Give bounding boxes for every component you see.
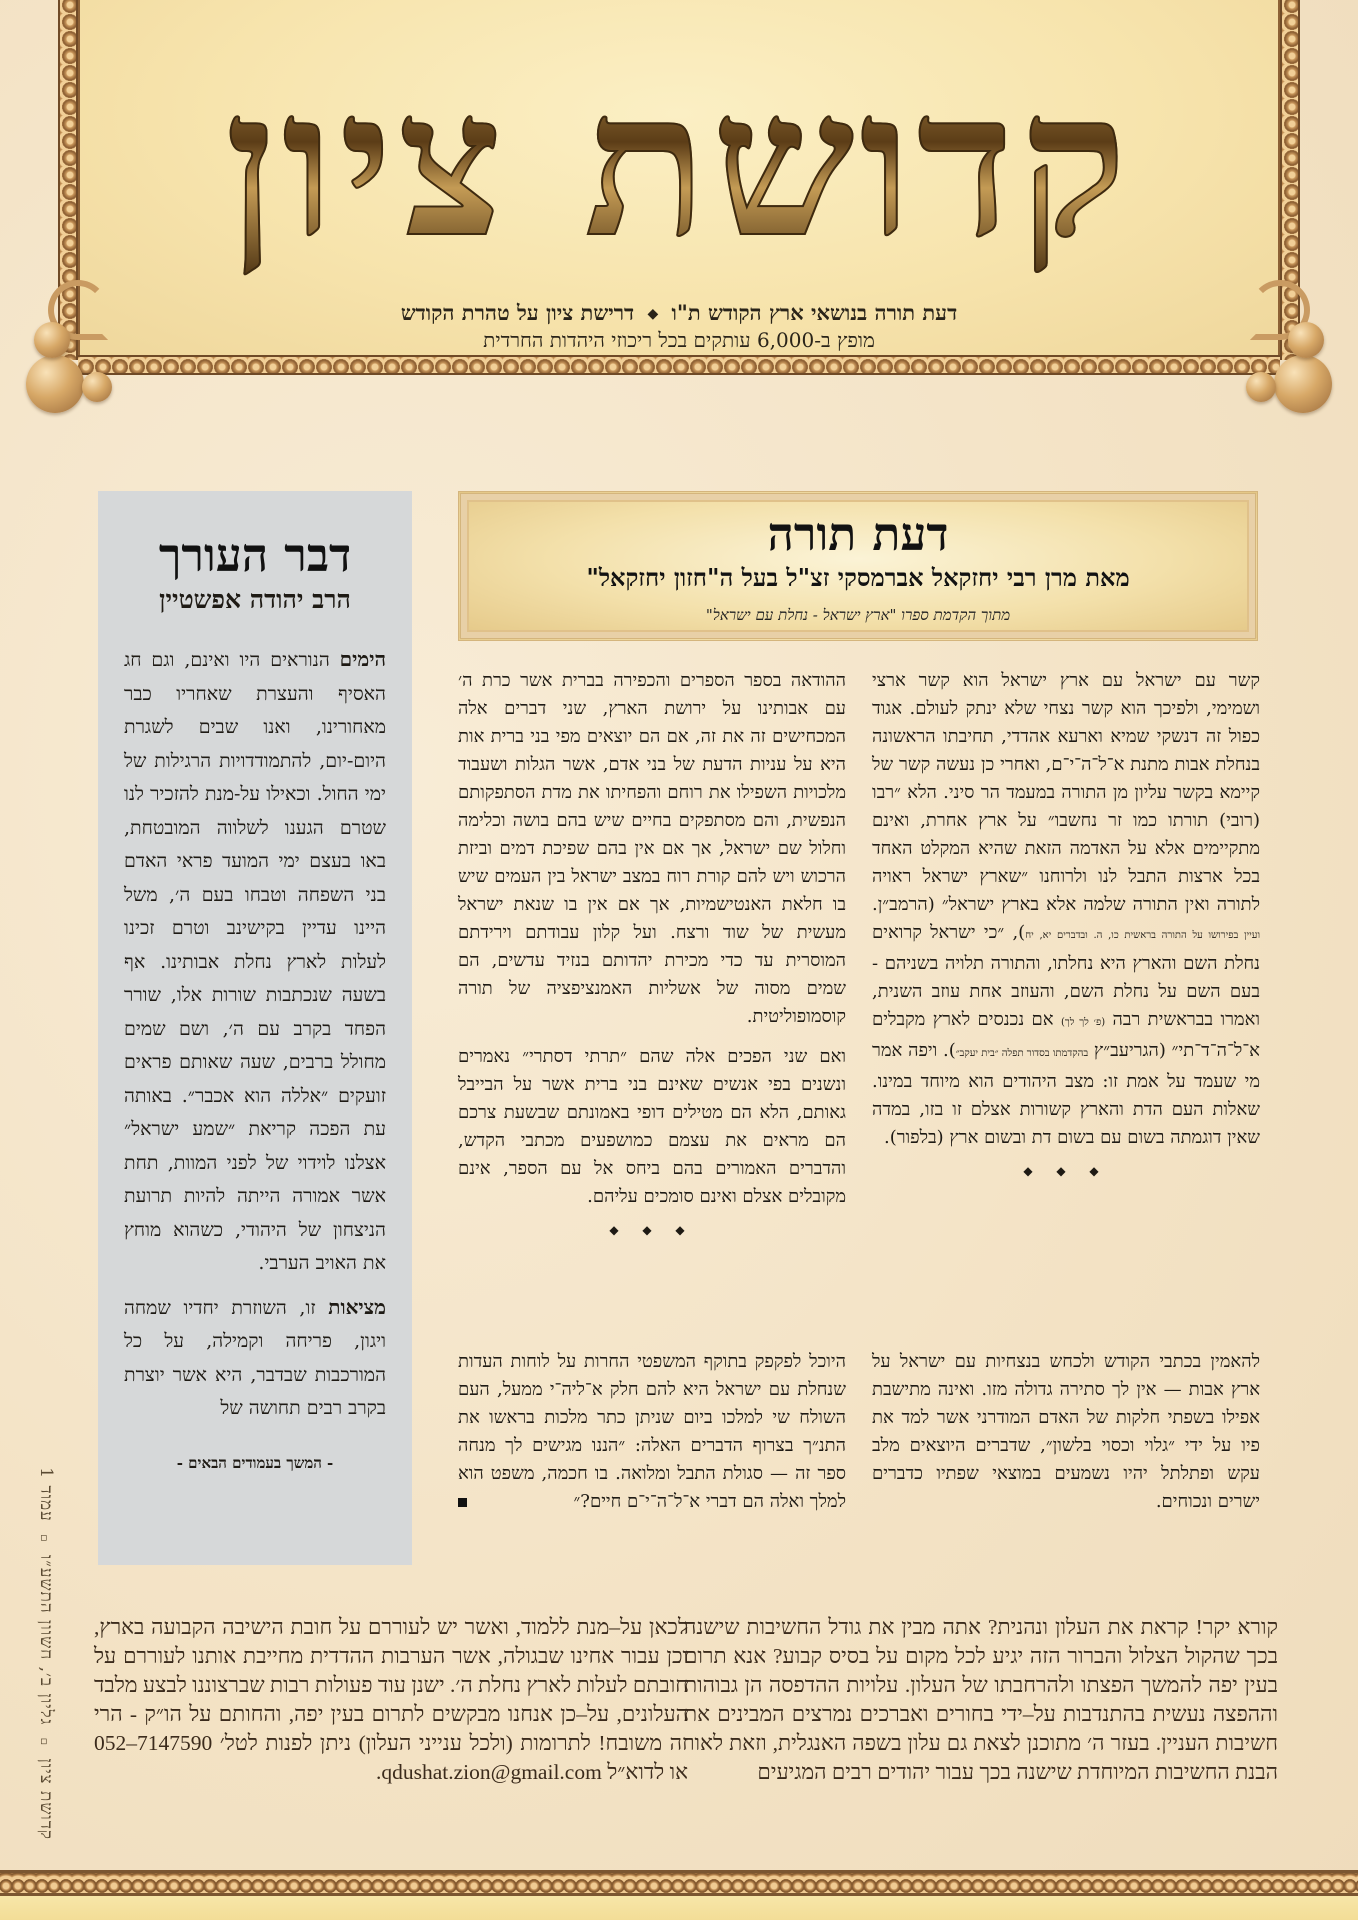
square-separator-icon: ▫: [38, 1534, 51, 1543]
footer-beaded-border: [0, 1870, 1358, 1896]
article-paragraph: ההודאה בספר הספרים והכפירה בברית אשר כרת ה׳ עם אבותינו על ירושת הארץ, שני דברים אלה המכחישים זה את זה, אם הם יוצאים מפי בני ברית אות היא על עניות הדעת של בני אדם, אשר הגלות ושעבוד מלכויות השפילו את רוחם והפחיתו את מדת הסתפקותם הנפשית, והם מסתפקים בחיים שיש בהם בושה וכלימה וחלול שם ישראל, אך אם אין בהם שפיכת דמים וביזת הרכוש ויש להם קורת רוח במצב ישראל בין העמים שיש בו חלאת האנטישמיות, אך אם אין בו שנאת ישראל מעשית של שוד ורצח. ועל קלון עבודתם וירידתם המוסרית עד כדי מכירת יהדותם בנזיד עדשים, הם שמים מסוה של אשליות האמנציפציה של תורה קוסמופוליטית.: [458, 670, 846, 1027]
editor-column-title: דבר העורך: [158, 528, 352, 582]
tagline-part-2: דרישת ציון על טהרת הקודש: [400, 300, 635, 325]
article-subtitle: מאת מרן רבי יחזקאל אברמסקי זצ"ל בעל ה"חזון יחזקאל": [586, 563, 1130, 592]
tagline-part-1: דעת תורה בנושאי ארץ הקודש ת"ו: [671, 300, 958, 325]
newsletter-title: קדושת ציון: [118, 50, 1240, 280]
article-paragraph: ואם שני הפכים אלה שהם ״תרתי דסתרי״ נאמרים ונשנים בפי אנשים שאינם בני ברית אשר על הבייבל גאותם, הלא הם מטילים דופי באמונתם שבשעת צרכם הם מראים את עצמם כמושפעים מכתבי הקדש, והדברים האמורים בהם ביחס אל עם הספר, אינם מקובלים אצלם ואינם סומכים עליהם.: [458, 1046, 846, 1207]
article-column-4: [458, 1348, 846, 1528]
article-column-3: [872, 1348, 1260, 1528]
citation: ועיין בפירושו על התורה בראשית כו, ה. ובדברים יא, יח: [1025, 930, 1260, 941]
issue-info: גליון ב׳, חשוון התשע״ו: [36, 1555, 56, 1726]
footer-band: [0, 1896, 1358, 1920]
diamond-separator-icon: ◆: [647, 306, 659, 322]
citation: (פ׳ לך לך): [1060, 1017, 1106, 1028]
page-side-label: [26, 1380, 56, 1840]
frame-border-bottom: [78, 355, 1280, 375]
editor-paragraph-lead: מציאות: [328, 1294, 386, 1319]
citation: בהקדמתו בסדור תפלה ״בית יעקב״: [955, 1048, 1089, 1059]
appeal-text: קורא יקר! קראת את העלון ונהנית? אתה מבין את גודל החשיבות שישנה בכך שהקול הצלול והברור הזה יגיע לכל מקום על בסיס קבוע? אנא תרום בעין יפה להמשך הפצתו ולהרחבתו של העלון. עלויות ההדפסה הן גבוהות וההפצה נעשית בהתנדבות על–ידי בחורים ואברכים נמרצים המבינים את חשיבות העניין. בעזר ה׳ מתוכנן לצאת גם עלון בשפה האנגלית, וזאת לאור הבנת החשיבות המיוחדת שישנה בכך עבור יהודים רבים המגיעים: [684, 1615, 1278, 1784]
ornament-orb-right-tiny: [1246, 372, 1276, 402]
ornament-orb-left-large: [26, 355, 84, 413]
editor-paragraph-lead: הימים: [339, 647, 386, 671]
distribution-note: מופץ ב-6,000 עותקים בכל ריכוזי היהדות החרדית: [483, 328, 875, 352]
article-paragraph: היוכל לפקפק בתוקף המשפטי החרות על לוחות העדות שנחלת עם ישראל היא להם חלק א־ליה־י ממעל, העם השולח שי למלכו ביום שניתן כתר מלכות בראשו את התנ״ך בצרוף הדברים האלה: ״הננו מגישים לך מנחה ספר זה — סגולת התבל ומלואה. בו חכמה, משפט הוא למלך ואלה הם דברי א־ל־ה־י־ם חיים?״: [458, 1351, 846, 1512]
page-number: עמוד 1: [36, 1467, 56, 1522]
article-column-1: [872, 667, 1260, 1192]
contact-phone[interactable]: 052–7147590: [94, 1731, 213, 1755]
masthead: [38, 0, 1320, 400]
side-newsletter-name: קדושת ציון: [36, 1758, 56, 1840]
ornament-orb-left-tiny: [82, 372, 112, 402]
donation-appeal-part-1: [684, 1613, 1278, 1787]
contact-email-link[interactable]: qdushat.zion@gmail.com: [381, 1760, 602, 1784]
continued-note: - המשך בעמודים הבאים -: [176, 1453, 334, 1472]
article-source: מתוך הקדמת ספרו "ארץ ישראל - נחלת עם ישראל": [705, 606, 1011, 624]
section-divider: ◆ ◆ ◆: [1023, 1164, 1109, 1178]
editor-paragraph: הימים הנוראים היו ואינם, וגם חג האסיף והעצרת שאחריו כבר מאחורינו, ואנו שבים לשגרת היום-יום, להתמודדויות הרגילות של ימי החול. וכאילו על-מנת להזכיר לנו שטרם הגענו לשלווה המובטחת, באו בעצם ימי המועד פראי האדם בני השפחה וטבחו בעם ה׳, משל היינו עדיין בקישינב וטרם זכינו לעלות לארץ נחלת אבותינו. אף בשעה שנכתבות שורות אלו, שורר הפחד בקרב עם ה׳, ושם שמים מחולל ברבים, שעה שאותם פראים זועקים ״אללה הוא אכבר״. באותה עת הפכה קריאת ״שמע ישראל״ אצלנו לוידוי של לפני המוות, תחת אשר אמורה הייתה להיות תרועת הניצחון של היהודי, כשהוא מוחץ את האויב הערבי.: [124, 647, 386, 1274]
article-column-2: [458, 667, 846, 1251]
square-separator-icon: ▫: [38, 1737, 51, 1747]
ornament-orb-right-small: [1288, 322, 1324, 358]
editor-column: [98, 491, 412, 1565]
article-paragraph: להאמין בכתבי הקודש ולכחש בנצחיות עם ישראל על ארץ אבות — אין לך סתירה גדולה מזו. ואינה מתישבת אפילו בשפתי חלקות של האדם המודרני אשר למד את פיו על ידי ״גלוי וכסוי בלשון״, שדברים היוצאים מלב עקש ופתלתל יהיו נשמעים במוצאי שפתיו כדברים ישרים ונכוחים.: [872, 1351, 1260, 1512]
article-title: דעת תורה: [767, 507, 949, 561]
editor-column-author: הרב יהודה אפשטיין: [159, 585, 351, 614]
ornament-orb-left-small: [34, 322, 70, 358]
end-of-article-icon: [458, 1498, 467, 1507]
section-divider: ◆ ◆ ◆: [609, 1223, 695, 1237]
article-paragraph: קשר עם ישראל עם ארץ ישראל הוא קשר ארצי ושמימי, ולפיכך הוא קשר נצחי שלא ינתק לעולם. אגוד כפול זה דנשקי שמיא וארעא אהדדי, תחיבתו הראשונה בנחלת אבות מתנת א־ל־ה־י־ם, ואחרי כן נעשה קשר של קיימא בקשר עליון מן התורה במעמד הר סיני. הלא ״רבו (רובי) תורתו כמו זר נחשבו״ על ארץ אחרת, ואינם מתקיימים אלא על האדמה הזאת שהיא המקלט האחד בכל ארצות התבל לנו ולרוחנו ״שארץ ישראל ראויה לתורה ואין התורה שלמה אלא בארץ ישראל״ (הרמב״ן. ועיין בפירושו על התורה בראשית כו, ה. ובדברים יא, יח), ״כי ישראל קרואים נחלת השם והארץ היא נחלתו, והתורה תלויה בשניהם - בעם השם על נחלת השם, והעוזב אחת עוזב השנית, ואמרו בבראשית רבה (פ׳ לך לך) אם נכנסים לארץ מקבלים א־ל־ה־ד־תי״ (הגריעב״ץ בהקדמתו בסדור תפלה ״בית יעקב״). ויפה אמר מי שעמד על אמת זו: מצב היהודים הוא מיוחד במינו. שאלות העם הדת והארץ קשורות אצלם זו בזו, במדה שאין דוגמתה בשום עם בשום דת ובשום ארץ (בלפור).: [872, 670, 1260, 1148]
donation-appeal-part-2: [94, 1613, 688, 1787]
article-header: [458, 491, 1258, 641]
appeal-text: לכאן על–מנת ללמוד, ואשר יש לעוררם על חובת הישיבה הקבועה בארץ, וכן עבור אחינו שבגולה, אשר הערבות ההדדית מחייבת אותנו לעוררם על חובתם לעלות לארץ נחלת ה׳. ישנן עוד פעולות רבות שברצוננו לבצע מלבד העלונים, על–כן אנחנו מבקשים לתרום בעין יפה, והחותם על הו״ק - הרי זה משובח! לתרומות (ולכל ענייני העלון) ניתן לפנות לטל׳ 052–7147590 או לדוא״ל qdushat.zion@gmail.com.: [94, 1615, 688, 1784]
ornament-orb-right-large: [1274, 355, 1332, 413]
tagline: [158, 300, 1200, 326]
editor-paragraph: מציאות זו, השוזרת יחדיו שמחה ויגון, פריחה וקמילה, על כל המורכבות שבדבר, היא אשר יוצרת בקרב רבים תחושה של: [124, 1294, 386, 1419]
